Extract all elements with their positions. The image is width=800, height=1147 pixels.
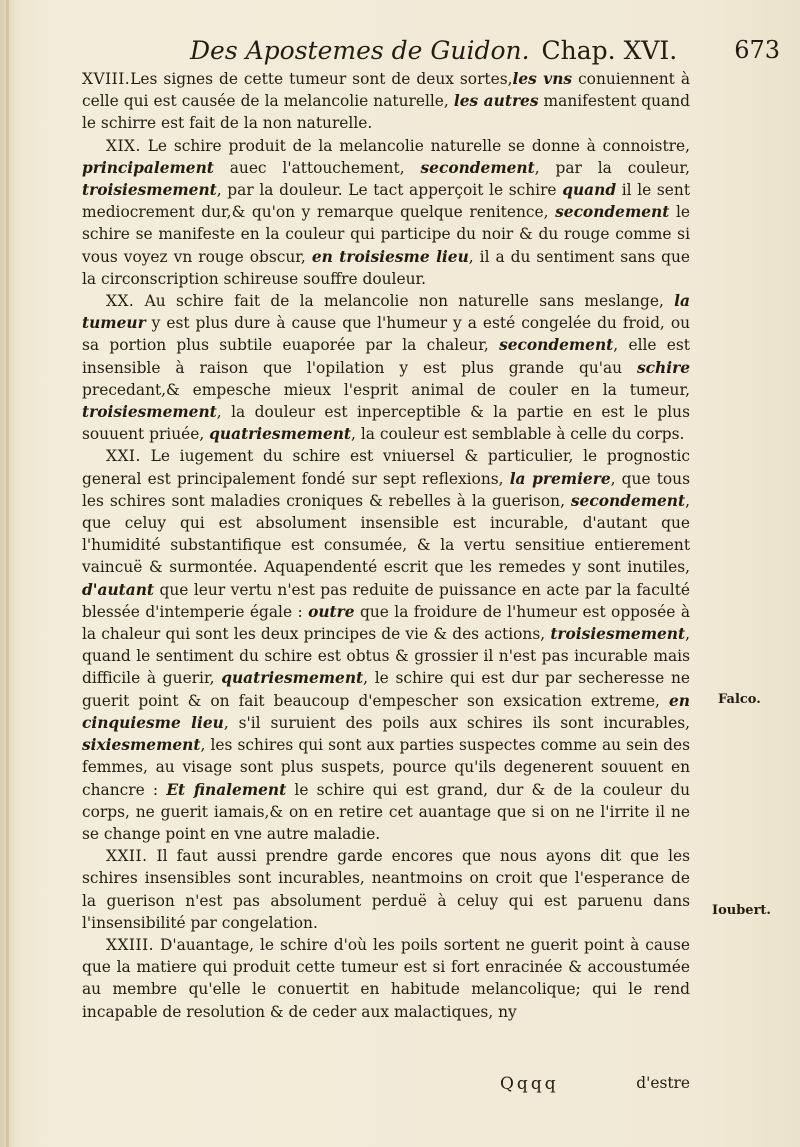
italic-phrase: outre <box>308 602 355 621</box>
italic-phrase: troisiesmement <box>82 403 217 422</box>
italic-phrase: en cinquiesme lieu <box>82 691 690 732</box>
text-run: , le schire qui est dur par secheresse ne guerit point & on fait beaucoup d'empescher son exsication extreme, <box>82 669 690 710</box>
text-run: Le iugement du schire est vniuersel & particulier, le prognostic general est principalement fondé sur sept reflexions, <box>82 447 690 488</box>
italic-phrase: sixiesmement <box>82 736 201 755</box>
italic-phrase: Et finalement <box>166 780 287 799</box>
paragraph-number: XXI. <box>106 447 141 466</box>
text-run: conuiennent à celle qui est causée de la melancolie naturelle, <box>82 70 690 111</box>
text-run: , par la couleur, <box>534 158 690 177</box>
italic-phrase: la tumeur <box>82 292 690 333</box>
page-number: 673 <box>734 36 780 64</box>
paragraph <box>82 934 690 1023</box>
text-run: , elle est insensible à raison que l'opilation y est plus grande qu'au <box>82 336 690 377</box>
paragraph <box>82 68 690 135</box>
text-run: , que celuy qui est absolument insensible est incurable, d'autant que l'humidité substantifique est consumée, & la vertu sensitiue entierement vaincuë & surmontée. Aquapendenté escrit que les remedes y sont inutiles, <box>82 491 690 577</box>
italic-phrase: d'autant <box>82 580 155 599</box>
paragraph <box>82 445 690 845</box>
text-run: manifestent quand le schirre est fait de la non naturelle. <box>82 92 691 133</box>
italic-phrase: les vns <box>512 70 573 88</box>
text-run: , les schires qui sont aux parties suspectes comme au sein des femmes, au visage sont plus suspets, pource qu'ils degenerent souuent en chancre : <box>82 736 690 799</box>
catchline <box>500 1074 690 1098</box>
text-run: , quand le sentiment du schire est obtus & grossier il n'est pas incurable mais difficile à guerir, <box>82 625 690 688</box>
text-run: y est plus dure à cause que l'humeur y a esté congelée du froid, ou sa portion plus subtile euaporée par la chaleur, <box>82 314 690 355</box>
paragraph-number: XIX. <box>106 136 141 155</box>
italic-phrase: quatriesmement <box>209 425 352 444</box>
paragraph <box>82 845 690 934</box>
margin-note-joubert: Ioubert. <box>712 903 771 918</box>
text-run: il le sent mediocrement dur,& qu'on y remarque quelque renitence, <box>82 181 691 222</box>
text-run: Il faut aussi prendre garde encores que nous ayons dit que les schires insensibles sont incurables, neantmoins on croit que l'esperance de la guerison n'est pas absolument perduë à celuy qui est paruenu dans l'insensibilité par congelation. <box>82 847 690 932</box>
body-text <box>82 68 690 1023</box>
italic-phrase: secondement <box>499 336 614 355</box>
page-header <box>190 36 780 70</box>
text-run: precedant,& empesche mieux l'esprit animal de couler en la tumeur, <box>82 380 690 399</box>
italic-phrase: secondement <box>570 491 686 510</box>
running-title: Des Apostemes de Guidon. <box>190 36 530 65</box>
chapter-heading: Chap. XVI. <box>541 36 678 65</box>
paragraph <box>82 135 690 290</box>
italic-phrase: la premiere <box>509 469 611 488</box>
italic-phrase: quand <box>562 181 617 200</box>
paragraph-number: XVIII. <box>82 70 131 88</box>
text-run: Les signes de cette tumeur sont de deux sortes, <box>130 70 513 88</box>
text-run: , s'il suruient des poils aux schires ils sont incurables, <box>223 713 690 732</box>
text-run: D'auantage, le schire d'où les poils sortent ne guerit point à cause que la matiere qui produit cette tumeur est si fort enracinée & accoustumée au membre qu'elle le conuertit en habitude melancolique; qui le rend incapable de resolution & de ceder aux malactiques, ny <box>82 935 690 1021</box>
page-gutter <box>6 0 9 1147</box>
text-run: , que tous les schires sont maladies croniques & rebelles à la guerison, <box>82 469 690 510</box>
italic-phrase: en troisiesme lieu <box>311 247 469 266</box>
text-run: auec l'attouchement, <box>213 158 421 177</box>
italic-phrase: schire <box>637 358 690 377</box>
text-run: , il a du sentiment sans que la circonscription schireuse souffre douleur. <box>82 247 690 288</box>
italic-phrase: secondement <box>555 203 670 222</box>
paragraph <box>82 290 690 445</box>
italic-phrase: les autres <box>453 92 539 111</box>
margin-note-falco: Falco. <box>718 692 761 707</box>
text-run: , par la douleur. Le tact apperçoit le schire <box>216 181 563 200</box>
text-run: que leur vertu n'est pas reduite de puissance en acte par la faculté blessée d'intemperie égale : <box>82 580 690 621</box>
paragraph-number: XXII. <box>106 847 148 866</box>
text-run: Le schire produit de la melancolie naturelle se donne à connoistre, <box>140 136 690 155</box>
paragraph-number: XXIII. <box>106 935 155 954</box>
italic-phrase: secondement <box>420 158 535 177</box>
text-run: que la froidure de l'humeur est opposée à la chaleur qui sont les deux principes de vie & des actions, <box>82 602 690 644</box>
text-run: le schire qui est grand, dur & de la couleur du corps, ne guerit iamais,& on en retire cet auantage que si on ne l'irrite il ne se change point en vne autre maladie. <box>82 780 690 843</box>
italic-phrase: troisiesmement <box>82 181 217 200</box>
italic-phrase: quatriesmement <box>221 669 364 688</box>
italic-phrase: principalement <box>82 158 214 177</box>
text-run: , la couleur est semblable à celle du corps. <box>351 425 685 444</box>
italic-phrase: troisiesmement <box>550 625 686 644</box>
signature-mark: Qqqq <box>500 1074 559 1094</box>
paragraph-number: XX. <box>106 292 135 311</box>
catchword: d'estre <box>636 1074 690 1092</box>
text-run: , la douleur est inperceptible & la partie en est le plus souuent priuée, <box>82 403 690 444</box>
text-run: le schire se manifeste en la couleur qui participe du noir & du rouge comme si vous voyez vn rouge obscur, <box>82 203 690 266</box>
text-run: Au schire fait de la melancolie non naturelle sans meslange, <box>134 292 675 311</box>
